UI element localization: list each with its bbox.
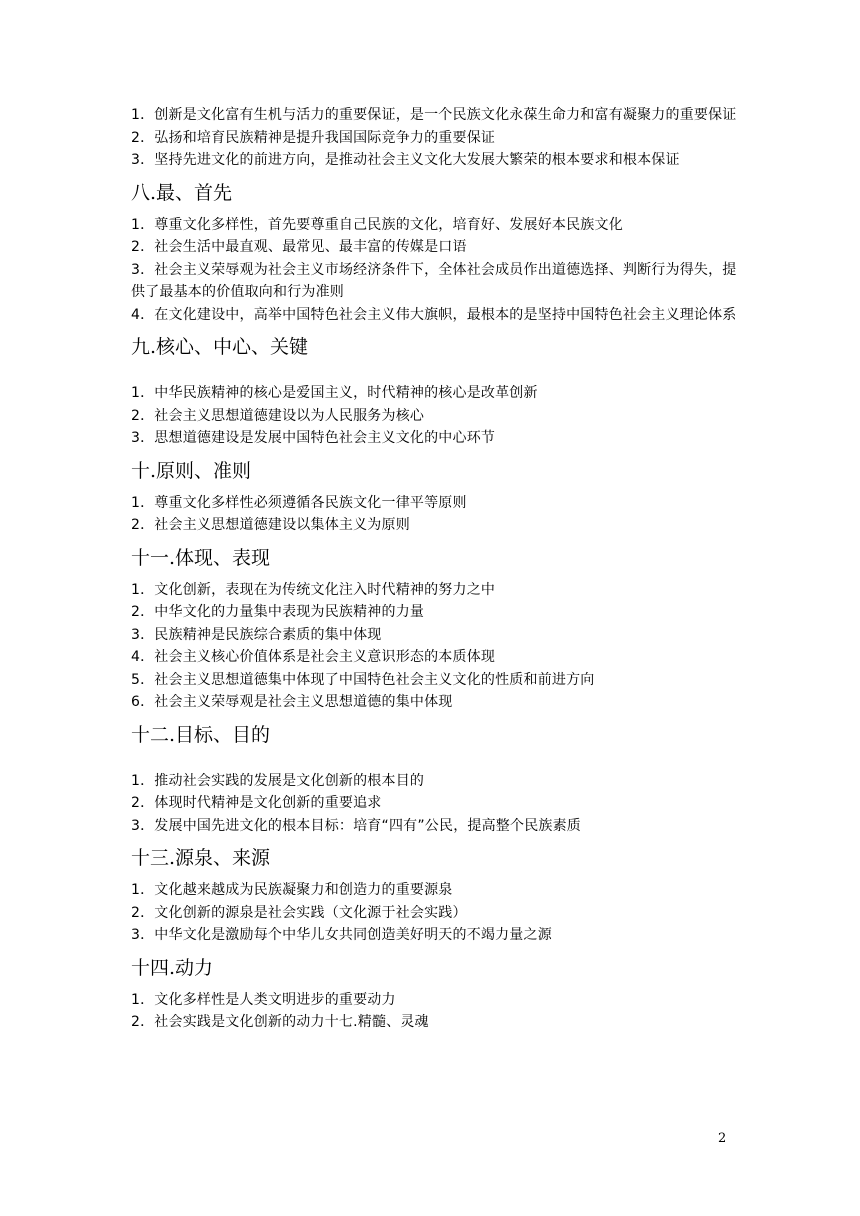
section-heading-12: 十二.目标、目的 [131,723,271,746]
section-10-item-1: 1．尊重文化多样性必须遵循各民族文化一律平等原则 [131,494,467,511]
section-heading-11: 十一.体现、表现 [131,546,271,569]
section-heading-10: 十.原则、准则 [131,459,252,482]
intro-item-3: 3．坚持先进文化的前进方向，是推动社会主义文化大发展大繁荣的根本要求和根本保证 [131,152,680,168]
section-11-item-2: 2．中华文化的力量集中表现为民族精神的力量 [131,604,425,620]
section-13-item-2: 2．文化创新的源泉是社会实践（文化源于社会实践） [131,904,467,921]
section-11-item-3: 3．民族精神是民族综合素质的集中体现 [131,626,382,643]
section-8-item-4: 4．在文化建设中，高举中国特色社会主义伟大旗帜，最根本的是坚持中国特色社会主义理论体系 [131,306,737,323]
section-heading-8: 八.最、首先 [131,181,233,204]
section-8-item-1: 1．尊重文化多样性，首先要尊重自己民族的文化，培育好、发展好本民族文化 [131,216,623,233]
intro-item-2: 2．弘扬和培育民族精神是提升我国国际竞争力的重要保证 [131,129,496,146]
section-8-item-3: 3．社会主义荣辱观为社会主义市场经济条件下，全体社会成员作出道德选择、判断行为得失，提供了最基本的价值取向和行为准则 [131,261,737,300]
section-heading-9: 九.核心、中心、关键 [131,336,309,358]
page-number: 2 [718,1131,727,1146]
section-11-item-1: 1．文化创新，表现在为传统文化注入时代精神的努力之中 [131,581,496,598]
section-12-item-2: 2．体现时代精神是文化创新的重要追求 [131,795,382,811]
section-11-item-6: 6．社会主义荣辱观是社会主义思想道德的集中体现 [131,694,453,710]
section-12-item-3: 3．发展中国先进文化的根本目标：培育“四有”公民，提高整个民族素质 [131,817,582,834]
section-9-item-1: 1．中华民族精神的核心是爱国主义，时代精神的核心是改革创新 [131,385,538,401]
section-8-item-2: 2．社会生活中最直观、最常见、最丰富的传媒是口语 [131,239,467,255]
section-9-item-2: 2．社会主义思想道德建设以为人民服务为核心 [131,407,425,424]
section-12-item-1: 1．推动社会实践的发展是文化创新的根本目的 [131,772,425,789]
section-14-item-1: 1．文化多样性是人类文明进步的重要动力 [131,991,396,1008]
section-heading-14: 十四.动力 [131,956,214,979]
page-content [131,104,737,1034]
intro-item-1: 1．创新是文化富有生机与活力的重要保证，是一个民族文化永葆生命力和富有凝聚力的重要保证 [131,107,737,123]
section-9-item-3: 3．思想道德建设是发展中国特色社会主义文化的中心环节 [131,430,496,446]
section-11-item-5: 5．社会主义思想道德集中体现了中国特色社会主义文化的性质和前进方向 [131,671,595,688]
section-11-item-4: 4．社会主义核心价值体系是社会主义意识形态的本质体现 [131,649,496,665]
section-heading-13: 十三.源泉、来源 [131,847,271,869]
section-13-item-3: 3．中华文化是激励每个中华儿女共同创造美好明天的不竭力量之源 [131,927,552,943]
section-14-item-2: 2．社会实践是文化创新的动力十七.精髓、灵魂 [131,1014,429,1030]
section-10-item-2: 2．社会主义思想道德建设以集体主义为原则 [131,517,410,533]
section-13-item-1: 1．文化越来越成为民族凝聚力和创造力的重要源泉 [131,882,453,898]
